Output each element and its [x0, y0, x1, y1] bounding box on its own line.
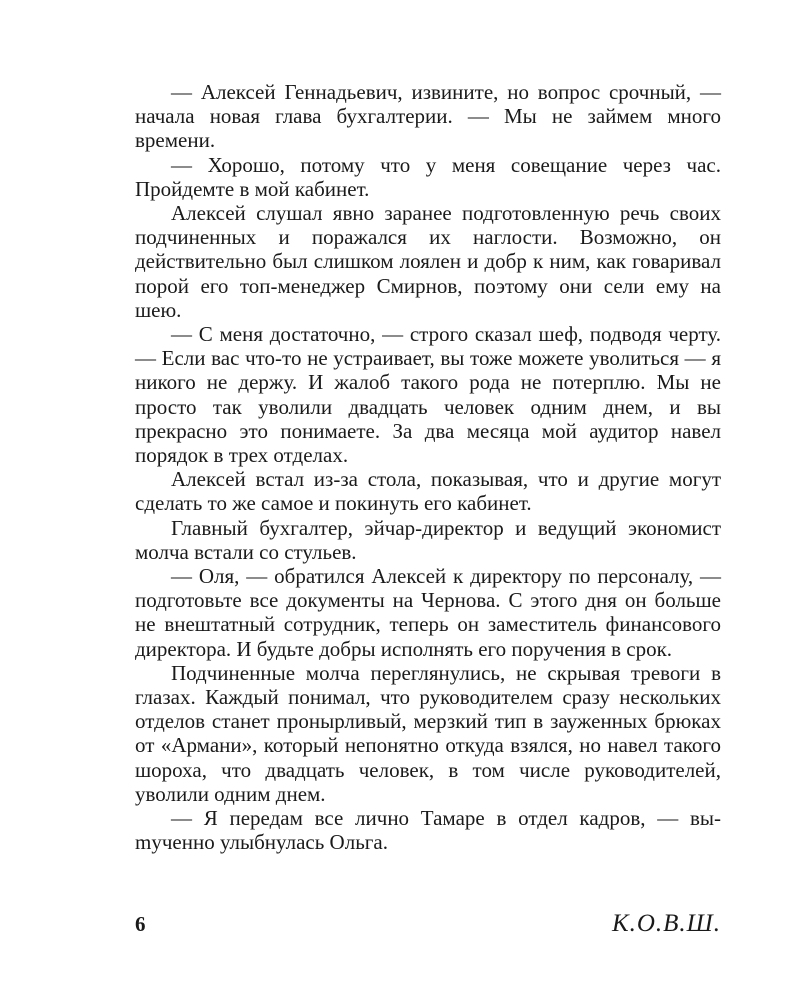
- paragraph: Алексей встал из-за стола, показывая, что и другие могут сделать то же самое и покинуть его кабинет.: [135, 467, 721, 516]
- paragraph: — Оля, — обратился Алексей к директору по персоналу, — подготовьте все документы на Чернова. С этого дня он больше не внештатный сотрудник, теперь он заместитель финансового директора. И будьте добры исполнять его поручения в срок.: [135, 564, 721, 661]
- paragraph: — Алексей Геннадьевич, извините, но вопрос срочный, — начала новая глава бухгалтерии. — Мы не займем много времени.: [135, 80, 721, 153]
- paragraph: — Хорошо, потому что у меня совещание через час. Пройдемте в мой кабинет.: [135, 152, 721, 201]
- running-title: К.О.В.Ш.: [611, 910, 721, 937]
- page-footer: [135, 910, 721, 940]
- paragraph: — С меня достаточно, — строго сказал шеф, подводя черту. — Если вас что-то не устраивает, вы тоже можете уволиться — я никого не держу. И жалоб такого рода не потерплю. Мы не просто так уволили двадцать человек одним днем, и вы прекрасно это понимаете. За два месяца мой аудитор навел порядок в трех отделах.: [135, 322, 721, 468]
- paragraph: — Я передам все лично Тамаре в отдел кадров, — выmученно улыбнулась Ольга.: [135, 806, 721, 855]
- page-number: 6: [135, 912, 146, 936]
- paragraph: Подчиненные молча переглянулись, не скрывая тревоги в глазах. Каждый понимал, что руководителем сразу нескольких отделов станет пронырливый, мерзкий тип в зауженных брюках от «Армани», который непонятно откуда взялся, но навел такого шороха, что двадцать человек, в том числе руководителей, уволили одним днем.: [135, 660, 721, 806]
- body-text: [135, 80, 721, 855]
- paragraph: Главный бухгалтер, эйчар-директор и ведущий экономист молча встали со стульев.: [135, 515, 721, 564]
- paragraph: Алексей слушал явно заранее подготовленную речь своих подчиненных и поражался их наглости. Возможно, он действительно был слишком лоялен и добр к ним, как говаривал порой его топ-менеджер Смирнов, поэтому они сели ему на шею.: [135, 201, 721, 322]
